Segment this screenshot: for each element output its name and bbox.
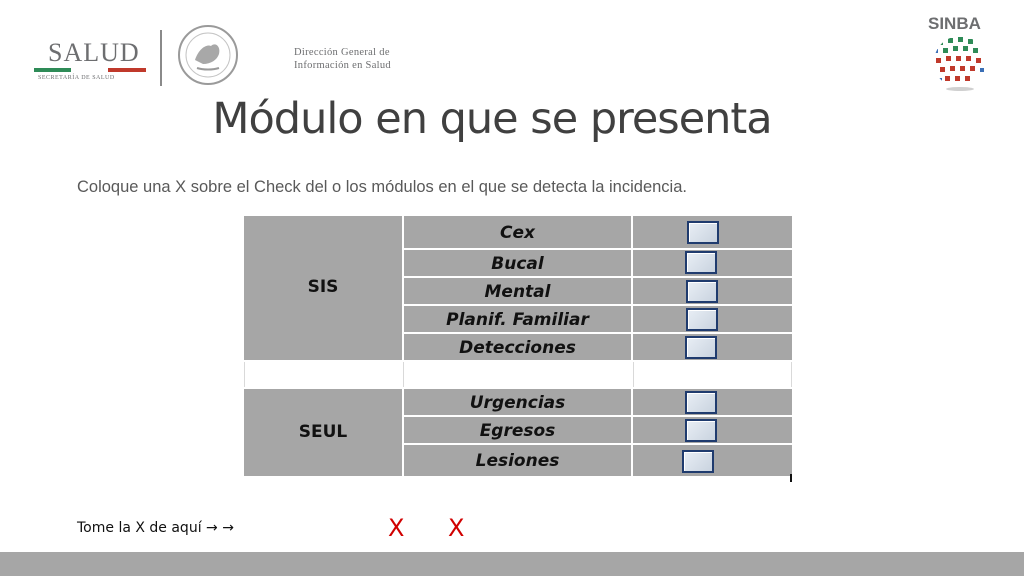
checkbox-mental[interactable] (686, 280, 718, 303)
dgis-logo-text (294, 46, 391, 72)
row-cell-lesiones (404, 445, 631, 476)
row-cell-mental (404, 278, 631, 304)
group-cell-seul (244, 389, 402, 476)
checkbox-planif-familiar[interactable] (686, 308, 718, 331)
checkbox-lesiones[interactable] (682, 450, 714, 473)
salud-logo-subtitle: SECRETARÍA DE SALUD (38, 75, 115, 81)
row-label-mental: Mental (484, 282, 551, 302)
row-cell-cex (404, 216, 631, 248)
salud-logo-word: SALUD (48, 38, 140, 67)
check-cell-lesiones (633, 445, 792, 476)
row-label-lesiones: Lesiones (475, 451, 560, 471)
table-corner-mark (790, 474, 792, 482)
check-cell-mental (633, 278, 792, 304)
dgis-line-1: Dirección General de (294, 47, 390, 58)
check-cell-detecciones (633, 334, 792, 360)
row-label-detecciones: Detecciones (459, 338, 576, 358)
check-cell-bucal (633, 250, 792, 276)
header-divider (160, 30, 162, 86)
row-label-urgencias: Urgencias (469, 393, 566, 413)
draggable-x-mark-1[interactable]: X (388, 514, 405, 542)
check-cell-cex (633, 216, 792, 248)
row-label-egresos: Egresos (479, 421, 556, 441)
sinba-logo-word: SINBA (928, 14, 981, 33)
checkbox-cex[interactable] (687, 221, 719, 244)
sinba-globe-icon (932, 34, 988, 92)
row-cell-bucal (404, 250, 631, 276)
drag-hint-text: Tome la X de aquí → → (77, 520, 234, 536)
check-cell-egresos (633, 417, 792, 443)
row-label-bucal: Bucal (491, 254, 544, 274)
row-cell-detecciones (404, 334, 631, 360)
check-cell-urgencias (633, 389, 792, 415)
row-cell-egresos (404, 417, 631, 443)
salud-logo-stripe (34, 68, 146, 72)
footer-bar (0, 552, 1024, 576)
header (0, 0, 1024, 95)
checkbox-detecciones[interactable] (685, 336, 717, 359)
checkbox-bucal[interactable] (685, 251, 717, 274)
row-cell-planif-familiar (404, 306, 631, 332)
row-cell-urgencias (404, 389, 631, 415)
row-label-cex: Cex (500, 223, 535, 243)
draggable-x-mark-2[interactable]: X (448, 514, 465, 542)
mexico-seal-icon (177, 24, 239, 86)
checkbox-egresos[interactable] (685, 419, 717, 442)
module-table (244, 216, 792, 482)
page-title: Módulo en que se presenta (212, 94, 772, 144)
group-cell-sis (244, 216, 402, 360)
row-label-planif-familiar: Planif. Familiar (446, 310, 589, 330)
checkbox-urgencias[interactable] (685, 391, 717, 414)
spacer-row (244, 362, 792, 387)
group-label-sis: SIS (307, 277, 339, 297)
spacer-divider-2 (633, 362, 634, 387)
check-cell-planif-familiar (633, 306, 792, 332)
salud-logo (30, 38, 150, 82)
instruction-text: Coloque una X sobre el Check del o los módulos en el que se detecta la incidencia. (77, 178, 687, 196)
dgis-line-2: Información en Salud (294, 60, 391, 71)
spacer-divider-1 (403, 362, 404, 387)
group-label-seul: SEUL (298, 422, 348, 442)
